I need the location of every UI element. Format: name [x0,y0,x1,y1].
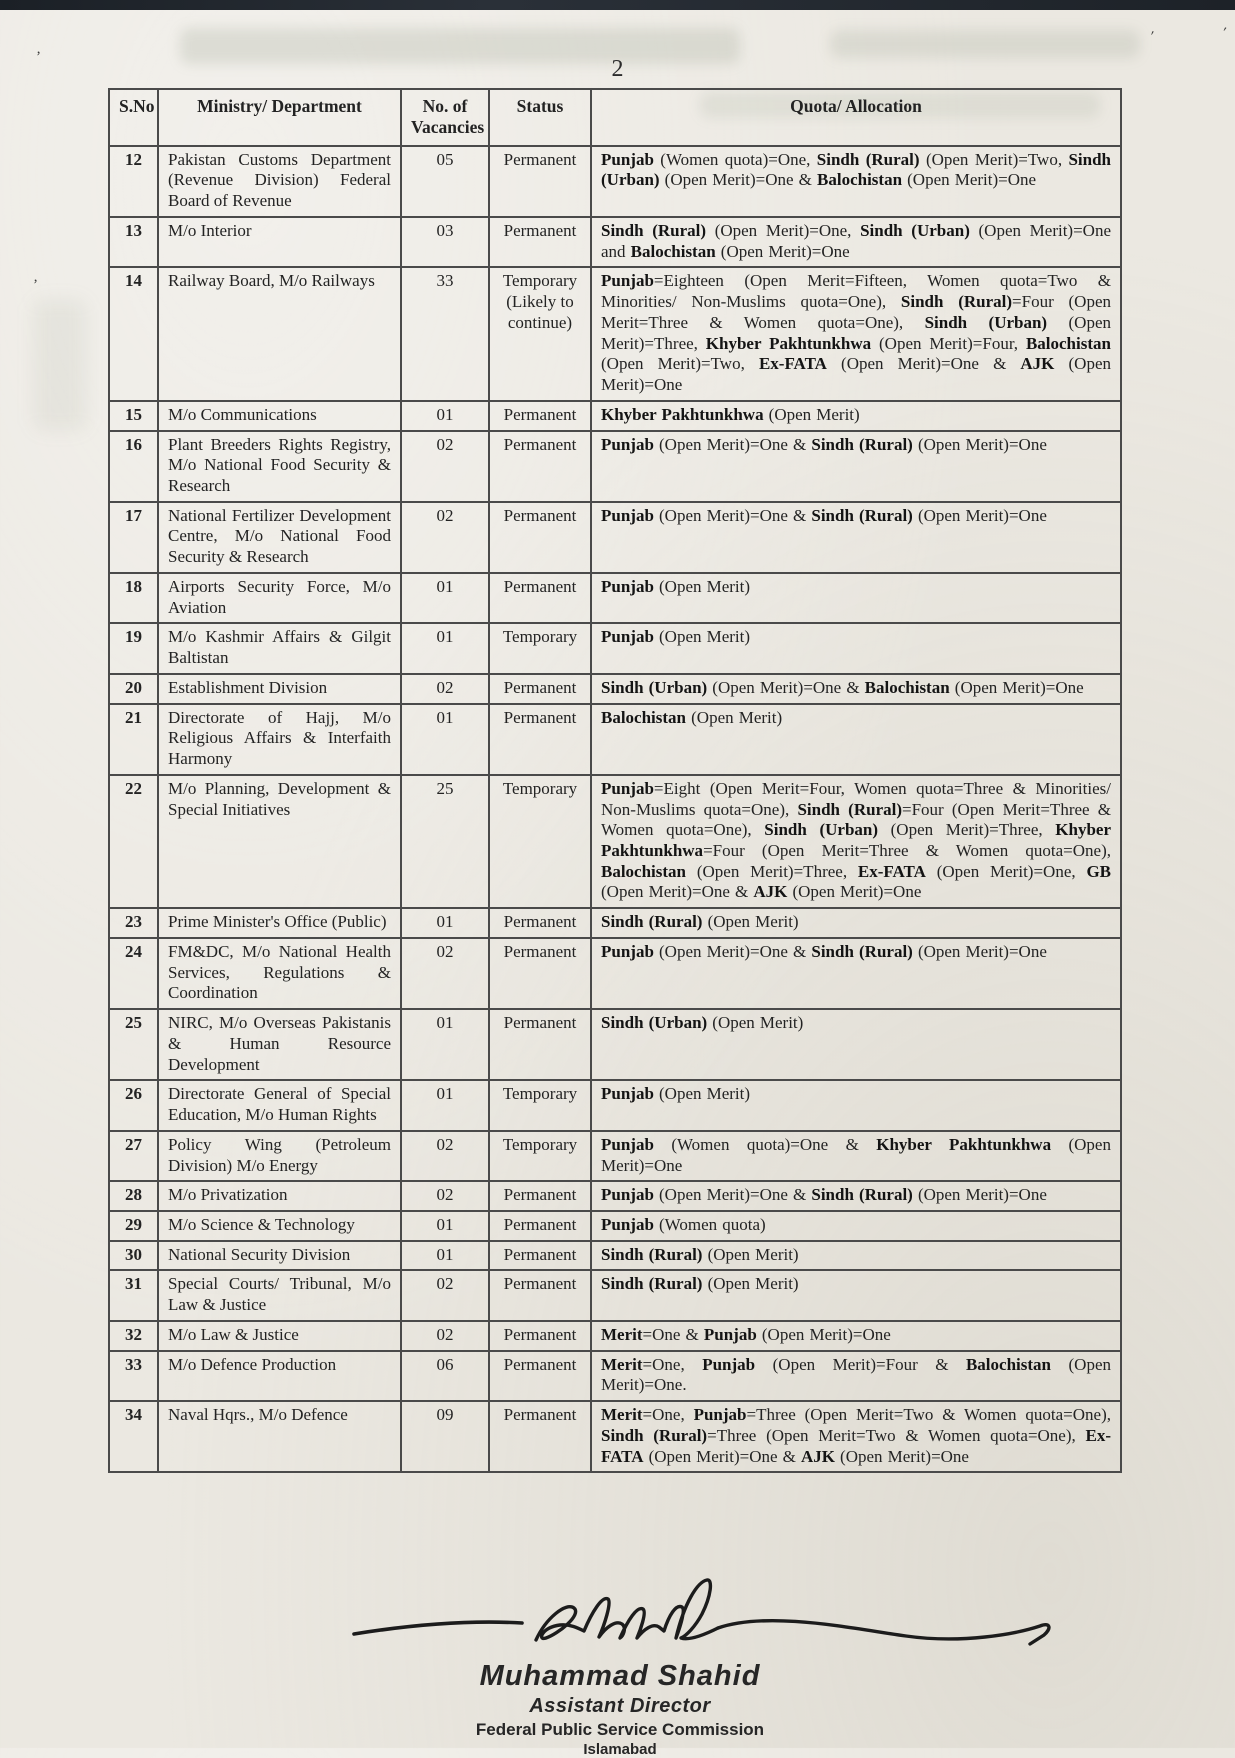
table-row [109,573,1121,623]
cell-sno: 34 [109,1401,158,1472]
cell-sno: 17 [109,502,158,573]
cell-status: Permanent [489,1351,591,1401]
table-row [109,704,1121,775]
cell-vacancies: 06 [401,1351,489,1401]
table-row [109,775,1121,908]
header-sno: S.No [109,89,158,146]
header-quota: Quota/ Allocation [591,89,1121,146]
table-row [109,1351,1121,1401]
cell-ministry: Railway Board, M/o Railways [158,267,401,400]
signatory-organization: Federal Public Service Commission [475,1720,765,1739]
cell-vacancies: 01 [401,1009,489,1080]
cell-ministry: M/o Defence Production [158,1351,401,1401]
cell-status: Permanent [489,1211,591,1241]
cell-vacancies: 02 [401,1131,489,1181]
cell-status: Permanent [489,502,591,573]
cell-ministry: National Fertilizer Development Centre, M/o National Food Security & Research [158,502,401,573]
cell-quota: Sindh (Rural) (Open Merit) [591,908,1121,938]
table-row [109,623,1121,673]
cell-ministry: Policy Wing (Petroleum Division) M/o Energy [158,1131,401,1181]
cell-quota: Sindh (Rural) (Open Merit) [591,1241,1121,1271]
cell-status: Permanent [489,573,591,623]
signature-stamp [380,1660,860,1758]
scan-speck: ′ [1148,28,1156,46]
cell-ministry: Prime Minister's Office (Public) [158,908,401,938]
cell-sno: 31 [109,1270,158,1320]
cell-status: Permanent [489,938,591,1009]
cell-status: Permanent [489,1181,591,1211]
cell-sno: 13 [109,217,158,267]
scan-speck: ′ [1219,24,1228,42]
cell-vacancies: 02 [401,674,489,704]
cell-sno: 29 [109,1211,158,1241]
cell-sno: 18 [109,573,158,623]
header-ministry: Ministry/ Department [158,89,401,146]
scan-speck: ’ [33,277,38,293]
table-row [109,1009,1121,1080]
cell-ministry: M/o Planning, Development & Special Initiatives [158,775,401,908]
cell-quota: Sindh (Urban) (Open Merit) [591,1009,1121,1080]
cell-quota: Sindh (Rural) (Open Merit) [591,1270,1121,1320]
signatory-title: Assistant Director [529,1695,711,1717]
cell-quota: Punjab (Women quota)=One, Sindh (Rural) (Open Merit)=Two, Sindh (Urban) (Open Merit)=One & Balochistan (Open Merit)=One [591,146,1121,217]
cell-ministry: M/o Kashmir Affairs & Gilgit Baltistan [158,623,401,673]
cell-quota: Punjab (Open Merit) [591,1080,1121,1130]
table-row [109,908,1121,938]
table-row [109,1241,1121,1271]
table-row [109,1211,1121,1241]
cell-ministry: M/o Science & Technology [158,1211,401,1241]
cell-quota: Punjab (Open Merit) [591,623,1121,673]
cell-vacancies: 03 [401,217,489,267]
cell-quota: Punjab (Open Merit)=One & Sindh (Rural) (Open Merit)=One [591,502,1121,573]
cell-quota: Balochistan (Open Merit) [591,704,1121,775]
cell-sno: 27 [109,1131,158,1181]
cell-vacancies: 01 [401,573,489,623]
cell-vacancies: 02 [401,1270,489,1320]
cell-vacancies: 02 [401,938,489,1009]
cell-status: Permanent [489,431,591,502]
cell-sno: 32 [109,1321,158,1351]
scan-edge-strip [0,0,1235,10]
page-number: 2 [611,56,624,82]
table-row [109,1181,1121,1211]
table-row [109,217,1121,267]
cell-quota: Punjab (Open Merit)=One & Sindh (Rural) (Open Merit)=One [591,1181,1121,1211]
table-row [109,431,1121,502]
cell-vacancies: 01 [401,623,489,673]
cell-sno: 20 [109,674,158,704]
table-row [109,401,1121,431]
header-vacancies: No. of Vacancies [401,89,489,146]
cell-status: Permanent [489,1009,591,1080]
signatory-name: Muhammad Shahid [479,1660,761,1692]
cell-sno: 33 [109,1351,158,1401]
cell-status: Permanent [489,908,591,938]
cell-status: Temporary [489,1080,591,1130]
cell-status: Permanent [489,674,591,704]
cell-quota: Sindh (Rural) (Open Merit)=One, Sindh (Urban) (Open Merit)=One and Balochistan (Open Merit)=One [591,217,1121,267]
cell-vacancies: 01 [401,908,489,938]
cell-sno: 26 [109,1080,158,1130]
cell-vacancies: 02 [401,1321,489,1351]
cell-sno: 22 [109,775,158,908]
cell-sno: 15 [109,401,158,431]
cell-sno: 14 [109,267,158,400]
cell-sno: 19 [109,623,158,673]
cell-sno: 21 [109,704,158,775]
table-row [109,502,1121,573]
table-row [109,938,1121,1009]
cell-status: Permanent [489,146,591,217]
cell-ministry: Directorate General of Special Education, M/o Human Rights [158,1080,401,1130]
table-header-row [109,89,1121,146]
header-status: Status [489,89,591,146]
cell-ministry: M/o Interior [158,217,401,267]
table-row [109,1080,1121,1130]
cell-vacancies: 02 [401,431,489,502]
cell-status: Permanent [489,401,591,431]
cell-vacancies: 01 [401,1241,489,1271]
cell-ministry: Naval Hqrs., M/o Defence [158,1401,401,1472]
cell-vacancies: 09 [401,1401,489,1472]
cell-quota: Punjab=Eighteen (Open Merit=Fifteen, Women quota=Two & Minorities/ Non-Muslims quota=One), Sindh (Rural)=Four (Open Merit=Three & Women quota=One), Sindh (Urban) (Open Merit)=Three, Khyber Pakhtunkhwa (Open Merit)=Four, Balochistan (Open Merit)=Two, Ex-FATA (Open Merit)=One & AJK (Open Merit)=One [591,267,1121,400]
cell-status: Permanent [489,217,591,267]
cell-sno: 23 [109,908,158,938]
cell-status: Temporary [489,623,591,673]
cell-ministry: Plant Breeders Rights Registry, M/o National Food Security & Research [158,431,401,502]
cell-status: Permanent [489,1241,591,1271]
cell-status: Permanent [489,1401,591,1472]
cell-quota: Punjab (Open Merit) [591,573,1121,623]
cell-vacancies: 01 [401,1080,489,1130]
cell-ministry: National Security Division [158,1241,401,1271]
table-row [109,267,1121,400]
signatory-city: Islamabad [583,1741,657,1758]
cell-quota: Punjab (Women quota)=One & Khyber Pakhtunkhwa (Open Merit)=One [591,1131,1121,1181]
cell-vacancies: 25 [401,775,489,908]
cell-status: Permanent [489,704,591,775]
table-row [109,1321,1121,1351]
table-row [109,146,1121,217]
cell-status: Temporary [489,1131,591,1181]
cell-vacancies: 01 [401,1211,489,1241]
cell-ministry: M/o Communications [158,401,401,431]
table-row [109,674,1121,704]
cell-status: Temporary (Likely to continue) [489,267,591,400]
cell-ministry: NIRC, M/o Overseas Pakistanis & Human Resource Development [158,1009,401,1080]
cell-quota: Punjab (Women quota) [591,1211,1121,1241]
cell-quota: Khyber Pakhtunkhwa (Open Merit) [591,401,1121,431]
cell-ministry: M/o Law & Justice [158,1321,401,1351]
vacancy-table [108,88,1122,1473]
cell-sno: 25 [109,1009,158,1080]
cell-ministry: Special Courts/ Tribunal, M/o Law & Justice [158,1270,401,1320]
cell-quota: Merit=One, Punjab (Open Merit)=Four & Balochistan (Open Merit)=One. [591,1351,1121,1401]
cell-quota: Merit=One, Punjab=Three (Open Merit=Two & Women quota=One), Sindh (Rural)=Three (Open Merit=Two & Women quota=One), Ex-FATA (Open Merit)=One & AJK (Open Merit)=One [591,1401,1121,1472]
table-row [109,1131,1121,1181]
cell-ministry: FM&DC, M/o National Health Services, Regulations & Coordination [158,938,401,1009]
table-row [109,1401,1121,1472]
cell-quota: Merit=One & Punjab (Open Merit)=One [591,1321,1121,1351]
cell-vacancies: 01 [401,401,489,431]
cell-ministry: Airports Security Force, M/o Aviation [158,573,401,623]
cell-vacancies: 02 [401,502,489,573]
cell-status: Temporary [489,775,591,908]
cell-quota: Punjab (Open Merit)=One & Sindh (Rural) (Open Merit)=One [591,938,1121,1009]
cell-sno: 24 [109,938,158,1009]
table-header [109,89,1121,146]
cell-sno: 16 [109,431,158,502]
table-row [109,1270,1121,1320]
cell-vacancies: 02 [401,1181,489,1211]
cell-ministry: M/o Privatization [158,1181,401,1211]
cell-vacancies: 01 [401,704,489,775]
cell-sno: 30 [109,1241,158,1271]
cell-sno: 12 [109,146,158,217]
cell-quota: Punjab (Open Merit)=One & Sindh (Rural) (Open Merit)=One [591,431,1121,502]
cell-status: Permanent [489,1321,591,1351]
cell-vacancies: 33 [401,267,489,400]
bleed-through-artifact [830,30,1140,58]
signature-block [340,1568,1060,1758]
cell-ministry: Pakistan Customs Department (Revenue Division) Federal Board of Revenue [158,146,401,217]
cell-quota: Sindh (Urban) (Open Merit)=One & Balochistan (Open Merit)=One [591,674,1121,704]
cell-ministry: Establishment Division [158,674,401,704]
scan-speck: ’ [36,49,41,65]
cell-ministry: Directorate of Hajj, M/o Religious Affairs & Interfaith Harmony [158,704,401,775]
table-body [109,146,1121,1473]
bleed-through-artifact [34,300,86,430]
cell-quota: Punjab=Eight (Open Merit=Four, Women quota=Three & Minorities/ Non-Muslims quota=One), Sindh (Rural)=Four (Open Merit=Three & Women quota=One), Sindh (Urban) (Open Merit)=Three, Khyber Pakhtunkhwa=Four (Open Merit=Three & Women quota=One), Balochistan (Open Merit)=Three, Ex-FATA (Open Merit)=One, GB (Open Merit)=One & AJK (Open Merit)=One [591,775,1121,908]
cell-sno: 28 [109,1181,158,1211]
cell-vacancies: 05 [401,146,489,217]
cell-status: Permanent [489,1270,591,1320]
